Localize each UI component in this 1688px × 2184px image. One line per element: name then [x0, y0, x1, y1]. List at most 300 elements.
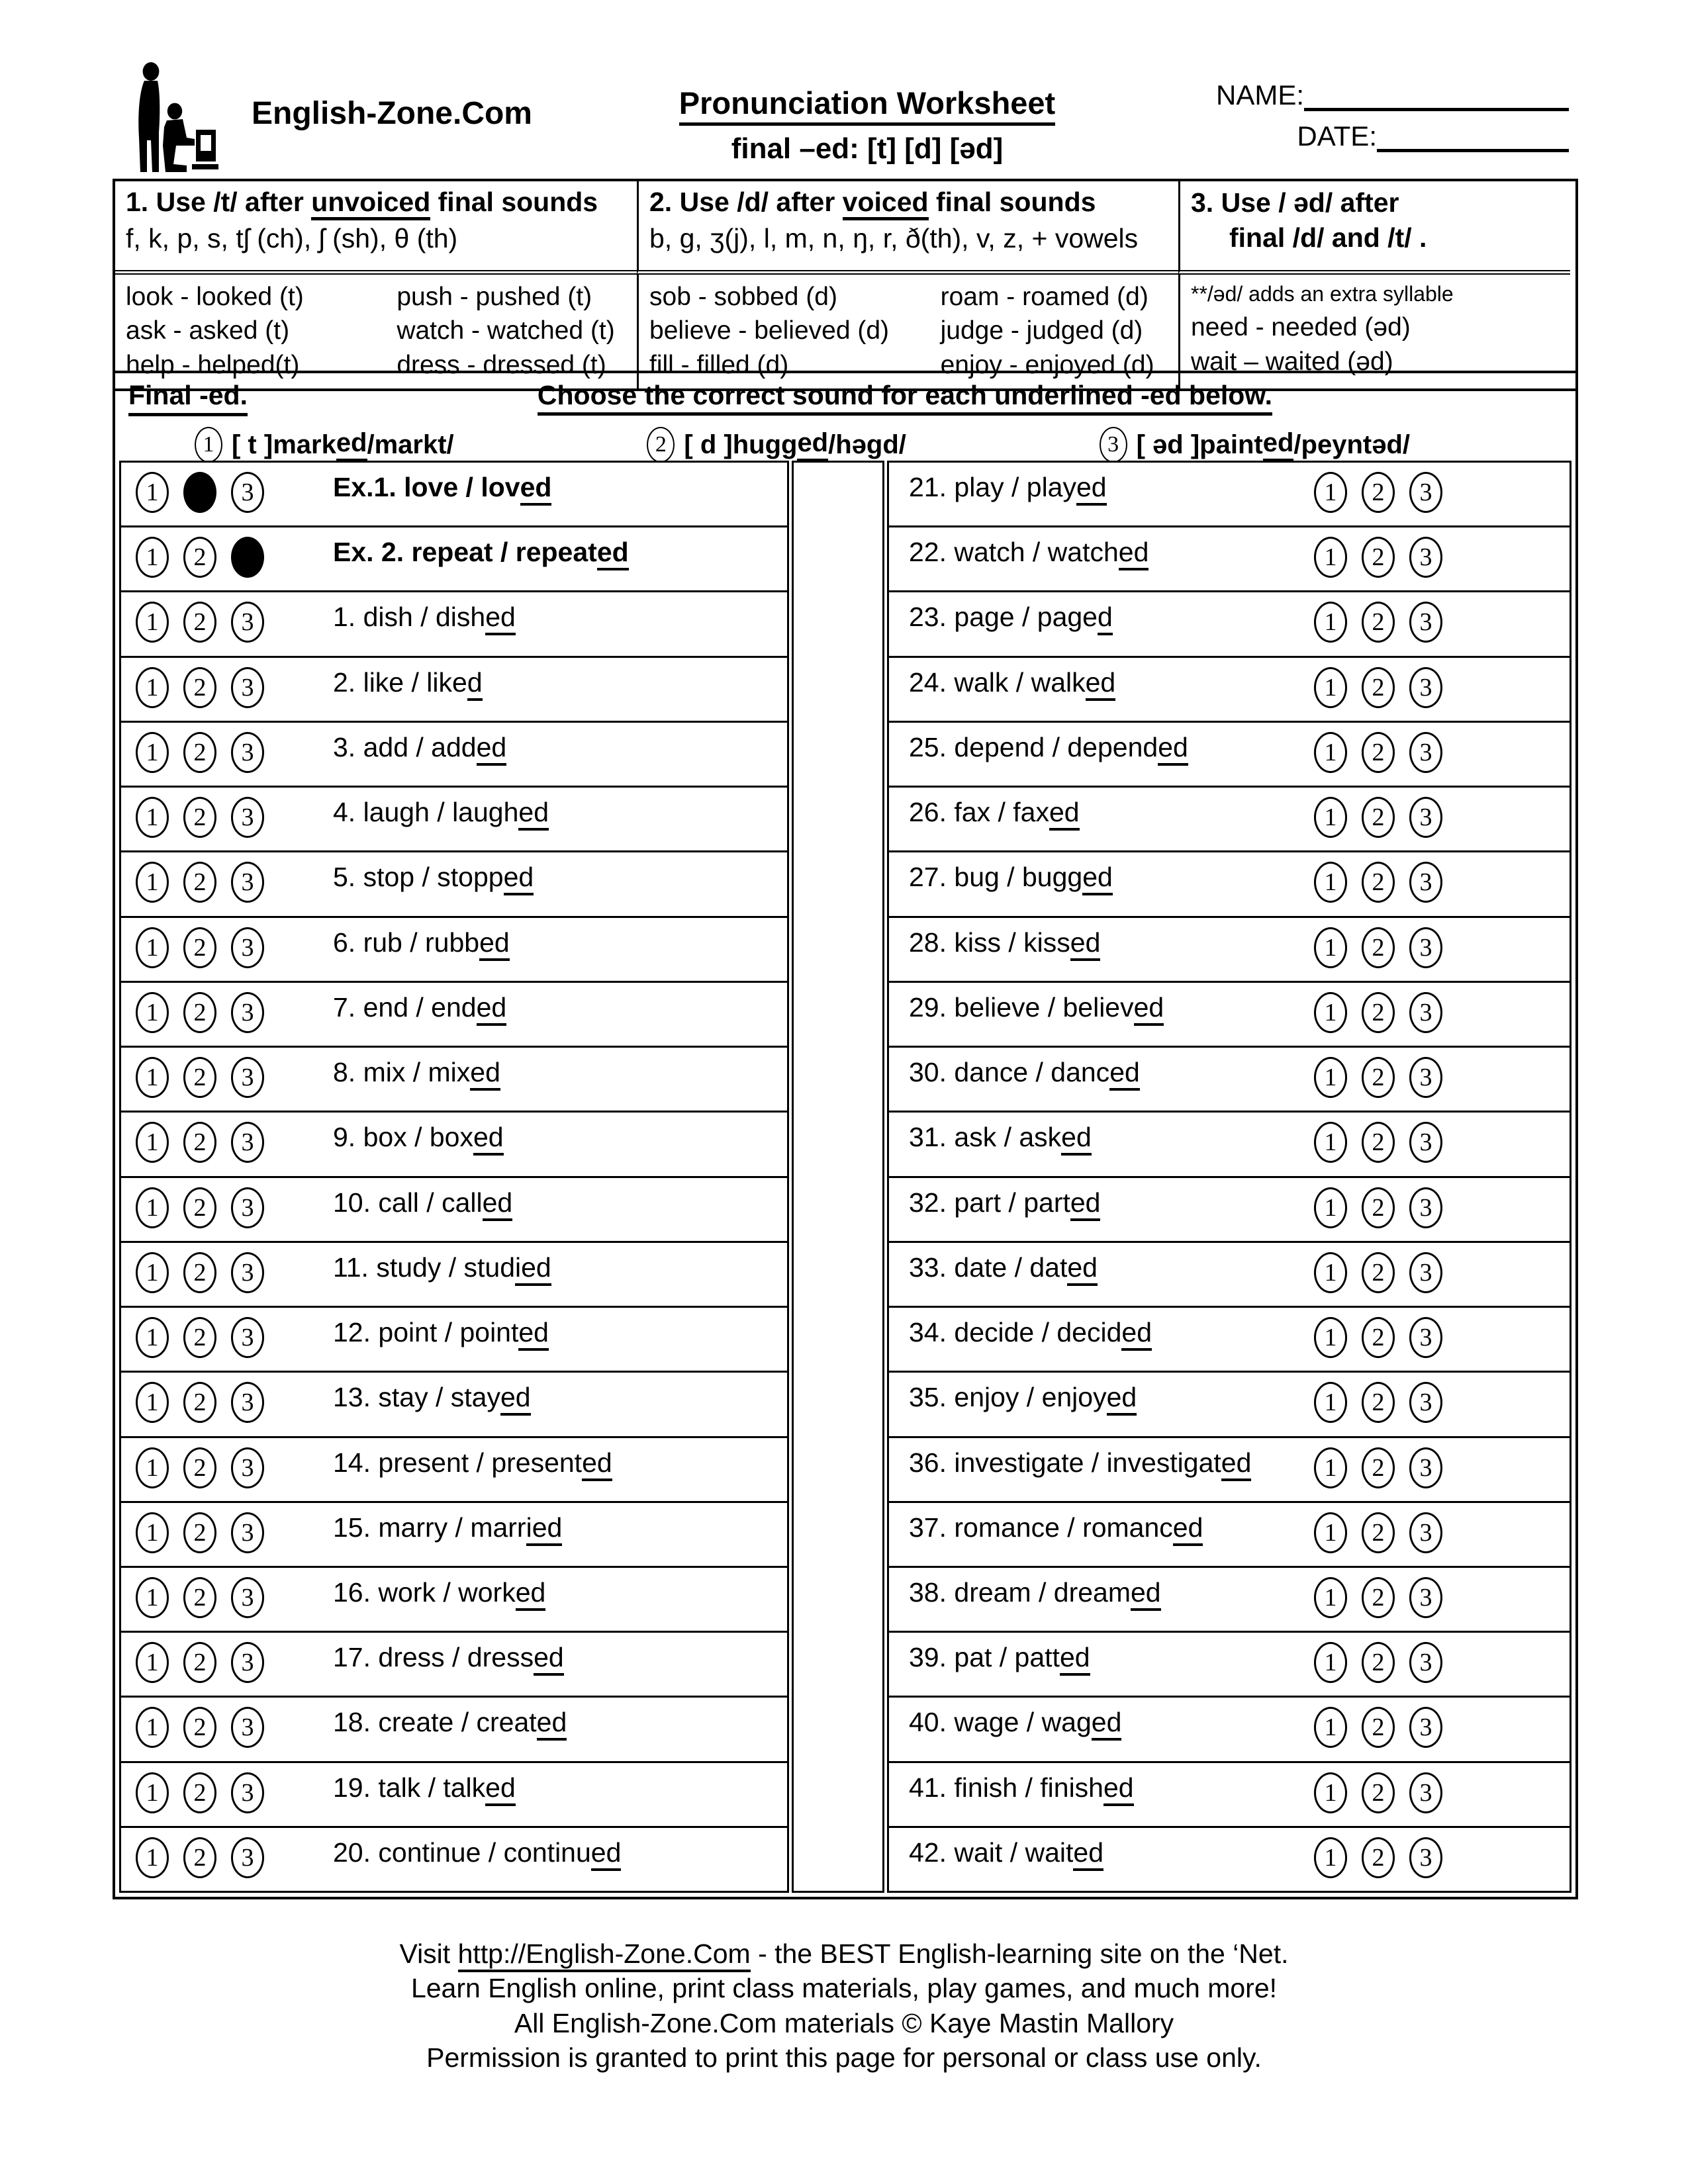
- page-subtitle: final –ed: [t] [d] [əd]: [731, 132, 1004, 165]
- exercise-row: [121, 1631, 787, 1696]
- choice-3-bubble[interactable]: 3: [1409, 1187, 1442, 1228]
- item-text: 25. depend / depended: [909, 732, 1314, 763]
- answer-bubbles: [1314, 537, 1442, 578]
- underlined-ed: ied: [515, 1252, 551, 1286]
- item-text: 37. romance / romanced: [909, 1512, 1314, 1543]
- choice-2-bubble[interactable]: 2: [183, 1317, 216, 1358]
- choice-1-bubble[interactable]: 1: [136, 1512, 169, 1553]
- choice-3-bubble[interactable]: 3: [1409, 797, 1442, 838]
- choice-3-bubble[interactable]: 3: [1409, 472, 1442, 513]
- item-text: 41. finish / finished: [909, 1772, 1314, 1803]
- choice-1-bubble[interactable]: 1: [1314, 1382, 1347, 1423]
- choice-1-bubble[interactable]: 1: [136, 1772, 169, 1813]
- choice-3-bubble[interactable]: 3: [231, 862, 264, 903]
- answer-bubbles: [1314, 1772, 1442, 1813]
- choice-1-bubble[interactable]: 1: [1314, 1512, 1347, 1553]
- left-column: [119, 461, 789, 1893]
- choice-1-bubble[interactable]: 1: [136, 1577, 169, 1618]
- choice-2-bubble[interactable]: 2: [183, 1252, 216, 1293]
- site-title: English-Zone.Com: [252, 96, 532, 131]
- choice-2-bubble[interactable]: 2: [183, 1382, 216, 1423]
- answer-bubbles: [136, 797, 264, 838]
- choice-1-bubble[interactable]: 1: [1314, 1707, 1347, 1748]
- choice-3-bubble[interactable]: 3: [1409, 1252, 1442, 1293]
- choice-1-bubble[interactable]: 1: [136, 602, 169, 643]
- choice-3-bubble[interactable]: 3: [231, 602, 264, 643]
- exercise-row: [121, 525, 787, 590]
- exercise-row: [889, 656, 1570, 721]
- choice-2-bubble[interactable]: 2: [1362, 1382, 1395, 1423]
- choice-1-bubble[interactable]: 1: [136, 992, 169, 1033]
- choice-1-bubble[interactable]: 1: [1314, 537, 1347, 578]
- rule-1-sounds: f, k, p, s, tʃ (ch), ʃ (sh), θ (th): [126, 223, 458, 254]
- answer-bubbles: [1314, 797, 1442, 838]
- choice-1-bubble[interactable]: 1: [1314, 1577, 1347, 1618]
- rule-example: help - helped(t): [126, 350, 300, 379]
- choice-1-bubble[interactable]: 1: [1314, 1772, 1347, 1813]
- exercise-row: [121, 1501, 787, 1566]
- choice-2-bubble[interactable]: 2: [1362, 862, 1395, 903]
- site-link[interactable]: http://English-Zone.Com: [458, 1938, 751, 1972]
- choice-2-bubble[interactable]: 2: [183, 1122, 216, 1163]
- choice-1-bubble[interactable]: 1: [136, 1707, 169, 1748]
- choice-3-bubble[interactable]: 3: [231, 992, 264, 1033]
- choice-1-bubble[interactable]: 1: [1314, 1187, 1347, 1228]
- underlined-ed: ed: [1049, 797, 1080, 831]
- exercise-row: [121, 1826, 787, 1891]
- choice-2-bubble[interactable]: 2: [1362, 472, 1395, 513]
- exercise-row: [121, 1566, 787, 1631]
- underlined-ed: ed: [483, 1187, 513, 1221]
- item-text: 8. mix / mixed: [333, 1057, 500, 1088]
- answer-bubbles: [1314, 1707, 1442, 1748]
- choice-1-bubble[interactable]: 1: [136, 1252, 169, 1293]
- choice-2-bubble[interactable]: 2: [1362, 797, 1395, 838]
- underlined-ed: ed: [520, 472, 552, 506]
- choice-3-bubble[interactable]: 3: [1409, 1512, 1442, 1553]
- choice-3-bubble[interactable]: 3: [231, 472, 264, 513]
- choice-1-bubble[interactable]: 1: [136, 537, 169, 578]
- choice-3-bubble[interactable]: 3: [231, 1122, 264, 1163]
- choice-3-bubble[interactable]: 3: [231, 667, 264, 708]
- choice-2-bubble[interactable]: 2: [183, 862, 216, 903]
- choice-3-bubble[interactable]: 3: [1409, 1122, 1442, 1163]
- choice-3-bubble[interactable]: 3: [1409, 862, 1442, 903]
- choice-3-bubble[interactable]: 3: [1409, 1317, 1442, 1358]
- rule-example: fill - filled (d): [649, 350, 789, 379]
- rule-1-title-cell: [115, 181, 637, 275]
- exercise-row: [121, 590, 787, 655]
- answer-bubbles: [136, 1577, 264, 1618]
- choice-2-bubble[interactable]: 2: [1362, 992, 1395, 1033]
- choice-1-bubble[interactable]: 1: [136, 1642, 169, 1683]
- exercise-row: [889, 1111, 1570, 1175]
- item-text: 22. watch / watched: [909, 537, 1314, 568]
- item-text: 7. end / ended: [333, 992, 506, 1023]
- choice-1-bubble[interactable]: 1: [136, 797, 169, 838]
- item-text: 17. dress / dressed: [333, 1642, 564, 1673]
- underlined-ed: ed: [473, 1122, 504, 1156]
- name-date-block: [1216, 79, 1569, 161]
- choice-2-bubble[interactable]: 2: [183, 537, 216, 578]
- answer-bubbles: [136, 537, 264, 578]
- choice-3-bubble[interactable]: 3: [231, 1642, 264, 1683]
- item-text: Ex.1. love / loved: [333, 472, 551, 503]
- choice-2-bubble[interactable]: 2: [1362, 537, 1395, 578]
- choice-2-bubble[interactable]: 2: [1362, 1772, 1395, 1813]
- choice-3-bubble[interactable]: 3: [1409, 1772, 1442, 1813]
- answer-bubbles: [136, 1447, 264, 1488]
- rule-example: believe - believed (d): [649, 316, 890, 345]
- answer-bubbles: [136, 602, 264, 643]
- choice-1-bubble[interactable]: 1: [136, 732, 169, 773]
- page-title: Pronunciation Worksheet: [679, 85, 1055, 126]
- answer-bubbles: [1314, 1837, 1442, 1878]
- underlined-ed: ed: [1073, 1837, 1103, 1871]
- choice-2-bubble[interactable]: 2: [183, 1057, 216, 1098]
- choice-1-bubble[interactable]: 1: [1314, 1837, 1347, 1878]
- choice-3-bubble[interactable]: 3: [1409, 667, 1442, 708]
- item-text: 39. pat / patted: [909, 1642, 1314, 1673]
- exercise-heading-left: Final -ed.: [128, 380, 248, 416]
- choice-1-bubble[interactable]: 1: [136, 862, 169, 903]
- choice-1-bubble[interactable]: 1: [1314, 862, 1347, 903]
- underlined-ed: ed: [477, 992, 507, 1026]
- choice-3-bubble[interactable]: 3: [1409, 1837, 1442, 1878]
- answer-bubbles: [1314, 1317, 1442, 1358]
- exercise-row: [889, 850, 1570, 915]
- choice-2-bubble[interactable]: 2: [183, 1512, 216, 1553]
- exercise-row: [889, 1306, 1570, 1371]
- rule-1-title: 1. Use /t/ after unvoiced final sounds: [126, 185, 628, 219]
- choice-2-bubble[interactable]: 2: [1362, 1512, 1395, 1553]
- choice-1-bubble[interactable]: 1: [1314, 732, 1347, 773]
- choice-2-bubble[interactable]: 2: [183, 602, 216, 643]
- answer-bubbles: [136, 1707, 264, 1748]
- choice-3-bubble[interactable]: 3: [1409, 602, 1442, 643]
- choice-1-bubble[interactable]: 1: [1314, 1642, 1347, 1683]
- key-t: 1 [ t ] mark ed /markt/: [195, 427, 454, 463]
- item-text: 11. study / studied: [333, 1252, 551, 1283]
- rule-example: roam - roamed (d): [940, 283, 1149, 311]
- underlined-ed: ed: [1131, 1577, 1161, 1611]
- choice-1-bubble[interactable]: 1: [136, 472, 169, 513]
- item-text: 24. walk / walked: [909, 667, 1314, 698]
- answer-bubbles: [136, 1317, 264, 1358]
- choice-1-bubble[interactable]: 1: [136, 1187, 169, 1228]
- underlined-ed: ed: [1173, 1512, 1203, 1546]
- choice-1-bubble[interactable]: 1: [136, 1122, 169, 1163]
- underlined-ed: ed: [500, 1382, 531, 1416]
- answer-bubbles: [136, 1057, 264, 1098]
- item-text: 18. create / created: [333, 1707, 567, 1738]
- exercise-row: [889, 1761, 1570, 1826]
- item-text: 20. continue / continued: [333, 1837, 621, 1868]
- footer: [0, 1936, 1688, 2075]
- exercise-row: [889, 786, 1570, 850]
- item-text: 33. date / dated: [909, 1252, 1314, 1283]
- item-text: 28. kiss / kissed: [909, 927, 1314, 958]
- exercise-row: [121, 656, 787, 721]
- choice-3-bubble[interactable]: 3: [1409, 1577, 1442, 1618]
- choice-2-bubble[interactable]: 2: [1362, 602, 1395, 643]
- date-label: DATE:: [1297, 120, 1377, 152]
- choice-1-bubble[interactable]: 1: [1314, 797, 1347, 838]
- exercise-row: [121, 981, 787, 1046]
- choice-2-bubble[interactable]: 2: [183, 927, 216, 968]
- choice-2-bubble[interactable]: 2: [183, 992, 216, 1033]
- choice-3-bubble[interactable]: 3: [1409, 1642, 1442, 1683]
- choice-3-bubble[interactable]: 3: [231, 927, 264, 968]
- choice-2-bubble[interactable]: 2: [183, 1772, 216, 1813]
- answer-bubbles: [1314, 1512, 1442, 1553]
- underlined-ed: d: [1098, 602, 1113, 635]
- choice-2-bubble[interactable]: 2: [183, 1447, 216, 1488]
- exercise-header: [115, 373, 1575, 463]
- choice-3-bubble[interactable]: 3: [1409, 1447, 1442, 1488]
- underlined-ed: ed: [597, 537, 629, 570]
- item-text: 1. dish / dished: [333, 602, 516, 633]
- exercise-row: [889, 525, 1570, 590]
- exercise-row: [121, 1306, 787, 1371]
- choice-1-bubble[interactable]: 1: [1314, 602, 1347, 643]
- item-text: 30. dance / danced: [909, 1057, 1314, 1088]
- choice-3-bubble[interactable]: 3: [1409, 732, 1442, 773]
- rule-2-sounds: b, g, ʒ(j), l, m, n, ŋ, r, ð(th), v, z, + vowels: [649, 223, 1139, 254]
- choice-2-bubble[interactable]: 2: [183, 1707, 216, 1748]
- choice-3-bubble[interactable]: 3: [231, 797, 264, 838]
- choice-2-bubble[interactable]: 2: [1362, 1642, 1395, 1683]
- rule-example: judge - judged (d): [940, 316, 1143, 345]
- choice-3-bubble[interactable]: 3: [1409, 927, 1442, 968]
- answer-bubbles: [136, 472, 264, 513]
- exercise-row: [889, 721, 1570, 786]
- choice-1-bubble[interactable]: 1: [136, 667, 169, 708]
- choice-2-bubble[interactable]: 2: [1362, 1187, 1395, 1228]
- choice-1-bubble[interactable]: 1: [1314, 1252, 1347, 1293]
- underlined-ed: ed: [1119, 537, 1149, 570]
- answer-bubbles: [136, 1837, 264, 1878]
- choice-3-bubble[interactable]: 3: [231, 1252, 264, 1293]
- underlined-ed: ed: [1107, 1382, 1137, 1416]
- choice-3-bubble[interactable]: 3: [1409, 537, 1442, 578]
- choice-1-bubble[interactable]: 1: [1314, 992, 1347, 1033]
- date-field[interactable]: [1377, 122, 1569, 152]
- item-text: 19. talk / talked: [333, 1772, 516, 1803]
- item-text: 29. believe / believed: [909, 992, 1314, 1023]
- exercise-row: [889, 463, 1570, 525]
- exercise-row: [121, 1436, 787, 1501]
- choice-2-bubble[interactable]: 2: [1362, 1122, 1395, 1163]
- name-field[interactable]: [1304, 81, 1569, 111]
- exercise-columns: [119, 461, 1571, 1893]
- exercise-row: [889, 1501, 1570, 1566]
- underlined-ed: ed: [1060, 1642, 1090, 1676]
- item-text: 36. investigate / investigated: [909, 1447, 1314, 1479]
- choice-1-bubble[interactable]: 1: [1314, 667, 1347, 708]
- underlined-ed: ed: [1221, 1447, 1252, 1481]
- footer-line-3: All English-Zone.Com materials © Kaye Mastin Mallory: [514, 2007, 1174, 2038]
- answer-bubbles: [1314, 667, 1442, 708]
- underlined-ed: ed: [1121, 1317, 1152, 1351]
- exercise-row: [121, 916, 787, 981]
- exercise-row: [121, 1761, 787, 1826]
- exercise-row: [889, 1826, 1570, 1891]
- choice-1-bubble[interactable]: 1: [136, 1447, 169, 1488]
- answer-bubbles: [136, 1772, 264, 1813]
- answer-bubbles: [1314, 1447, 1442, 1488]
- choice-2-bubble[interactable]: 2: [1362, 1577, 1395, 1618]
- answer-bubbles: [1314, 862, 1442, 903]
- choice-3-bubble[interactable]: 3: [231, 1187, 264, 1228]
- choice-1-bubble[interactable]: 1: [1314, 1317, 1347, 1358]
- choice-1-bubble[interactable]: 1: [136, 1382, 169, 1423]
- underlined-ed: ed: [1061, 1122, 1092, 1156]
- choice-3-bubble[interactable]: 3: [231, 1512, 264, 1553]
- choice-2-bubble[interactable]: 2: [183, 797, 216, 838]
- choice-3-bubble[interactable]: 3: [1409, 1707, 1442, 1748]
- choice-2-bubble[interactable]: 2: [1362, 1447, 1395, 1488]
- choice-3-bubble[interactable]: 3: [231, 732, 264, 773]
- item-text: 26. fax / faxed: [909, 797, 1314, 828]
- exercise-row: [889, 1176, 1570, 1241]
- answer-bubbles: [1314, 1122, 1442, 1163]
- underlined-ed: ed: [1086, 667, 1116, 701]
- footer-line-1: Visit http://English-Zone.Com - the BEST English-learning site on the ‘Net.: [0, 1936, 1688, 1971]
- choice-2-bubble[interactable]: 2: [183, 732, 216, 773]
- circled-1-icon: 1: [195, 427, 222, 463]
- answer-bubbles: [1314, 992, 1442, 1033]
- choice-1-bubble[interactable]: 1: [136, 1057, 169, 1098]
- worksheet-title-block: [602, 85, 1132, 165]
- choice-3-bubble[interactable]: 3: [1409, 992, 1442, 1033]
- choice-2-bubble[interactable]: 2: [1362, 1707, 1395, 1748]
- choice-1-bubble[interactable]: 1: [1314, 927, 1347, 968]
- choice-2-bubble[interactable]: 2: [1362, 1252, 1395, 1293]
- item-text: 13. stay / stayed: [333, 1382, 531, 1413]
- choice-3-bubble[interactable]: 3: [231, 1317, 264, 1358]
- answer-bubbles: [1314, 602, 1442, 643]
- choice-2-bubble[interactable]: 2: [1362, 1317, 1395, 1358]
- choice-3-bubble[interactable]: 3: [231, 1837, 264, 1878]
- exercise-row: [121, 1371, 787, 1435]
- key-d: 2 [ d ] hugg ed /həgd/: [647, 427, 906, 463]
- underlined-ed: ed: [1092, 1707, 1122, 1741]
- exercise-row: [121, 1696, 787, 1760]
- item-text: 40. wage / waged: [909, 1707, 1314, 1738]
- rule-example: watch - watched (t): [397, 316, 615, 345]
- choice-2-bubble[interactable]: 2: [1362, 732, 1395, 773]
- choice-1-bubble[interactable]: 1: [136, 1317, 169, 1358]
- answer-bubbles: [136, 667, 264, 708]
- choice-2-bubble[interactable]: 2: [183, 1187, 216, 1228]
- answer-bubbles: [136, 1252, 264, 1293]
- choice-1-bubble[interactable]: 1: [136, 1837, 169, 1878]
- choice-3-bubble[interactable]: 3: [231, 1447, 264, 1488]
- item-text: 42. wait / waited: [909, 1837, 1314, 1868]
- answer-bubbles: [136, 1187, 264, 1228]
- rule-example: dress - dressed (t): [397, 350, 606, 379]
- exercise-row: [889, 1566, 1570, 1631]
- underlined-ed: ed: [1134, 992, 1164, 1026]
- rule-example: ask - asked (t): [126, 316, 290, 345]
- rule-example: push - pushed (t): [397, 283, 592, 311]
- choice-3-bubble[interactable]: 3: [231, 1577, 264, 1618]
- answer-bubbles: [136, 992, 264, 1033]
- underlined-ed: d: [467, 667, 483, 701]
- choice-1-bubble[interactable]: 1: [1314, 1057, 1347, 1098]
- choice-2-bubble[interactable]: 2: [1362, 927, 1395, 968]
- choice-1-bubble[interactable]: 1: [1314, 1447, 1347, 1488]
- item-text: 3. add / added: [333, 732, 506, 763]
- choice-3-bubble[interactable]: 3: [231, 537, 264, 578]
- underlined-ed: ed: [479, 927, 510, 961]
- underlined-ed: ed: [1158, 732, 1188, 766]
- answer-bubbles: [1314, 472, 1442, 513]
- choice-2-bubble[interactable]: 2: [1362, 1057, 1395, 1098]
- choice-3-bubble[interactable]: 3: [1409, 1057, 1442, 1098]
- exercise-row: [121, 850, 787, 915]
- answer-bubbles: [136, 1382, 264, 1423]
- item-text: Ex. 2. repeat / repeated: [333, 537, 629, 568]
- choice-2-bubble[interactable]: 2: [183, 1837, 216, 1878]
- answer-bubbles: [1314, 1382, 1442, 1423]
- item-text: 4. laugh / laughed: [333, 797, 549, 828]
- item-text: 27. bug / bugged: [909, 862, 1314, 893]
- choice-3-bubble[interactable]: 3: [231, 1057, 264, 1098]
- choice-2-bubble[interactable]: 2: [183, 1577, 216, 1618]
- choice-2-bubble[interactable]: 2: [183, 1642, 216, 1683]
- choice-3-bubble[interactable]: 3: [231, 1382, 264, 1423]
- choice-2-bubble[interactable]: 2: [1362, 1837, 1395, 1878]
- answer-bubbles: [1314, 732, 1442, 773]
- item-text: 10. call / called: [333, 1187, 512, 1218]
- footer-line-4: Permission is granted to print this page for personal or class use only.: [426, 2042, 1262, 2073]
- header: [113, 61, 1575, 177]
- underlined-ed: ied: [526, 1512, 563, 1546]
- item-text: 15. marry / married: [333, 1512, 562, 1543]
- choice-1-bubble[interactable]: 1: [1314, 472, 1347, 513]
- item-text: 21. play / played: [909, 472, 1314, 503]
- exercise-row: [889, 1631, 1570, 1696]
- choice-3-bubble[interactable]: 3: [231, 1707, 264, 1748]
- choice-3-bubble[interactable]: 3: [1409, 1382, 1442, 1423]
- choice-2-bubble[interactable]: 2: [1362, 667, 1395, 708]
- choice-2-bubble[interactable]: 2: [183, 667, 216, 708]
- item-text: 16. work / worked: [333, 1577, 545, 1608]
- item-text: 14. present / presented: [333, 1447, 612, 1479]
- item-text: 12. point / pointed: [333, 1317, 549, 1348]
- choice-2-bubble[interactable]: 2: [183, 472, 216, 513]
- answer-bubbles: [1314, 1252, 1442, 1293]
- underlined-ed: ed: [485, 1772, 516, 1806]
- underlined-ed: ed: [516, 1577, 546, 1611]
- rule-3-title-cell: [1178, 181, 1570, 275]
- exercise-row: [121, 1046, 787, 1111]
- rule-2-title-cell: [637, 181, 1178, 275]
- choice-3-bubble[interactable]: 3: [231, 1772, 264, 1813]
- item-text: 35. enjoy / enjoyed: [909, 1382, 1314, 1413]
- footer-line-2: Learn English online, print class materials, play games, and much more!: [410, 1973, 1278, 2004]
- underlined-ed: ed: [1109, 1057, 1140, 1091]
- rule-2-title: 2. Use /d/ after voiced final sounds: [649, 185, 1169, 219]
- choice-1-bubble[interactable]: 1: [1314, 1122, 1347, 1163]
- item-text: 23. page / paged: [909, 602, 1314, 633]
- exercise-row: [121, 721, 787, 786]
- choice-1-bubble[interactable]: 1: [136, 927, 169, 968]
- exercise-row: [121, 463, 787, 525]
- answer-bubbles: [136, 732, 264, 773]
